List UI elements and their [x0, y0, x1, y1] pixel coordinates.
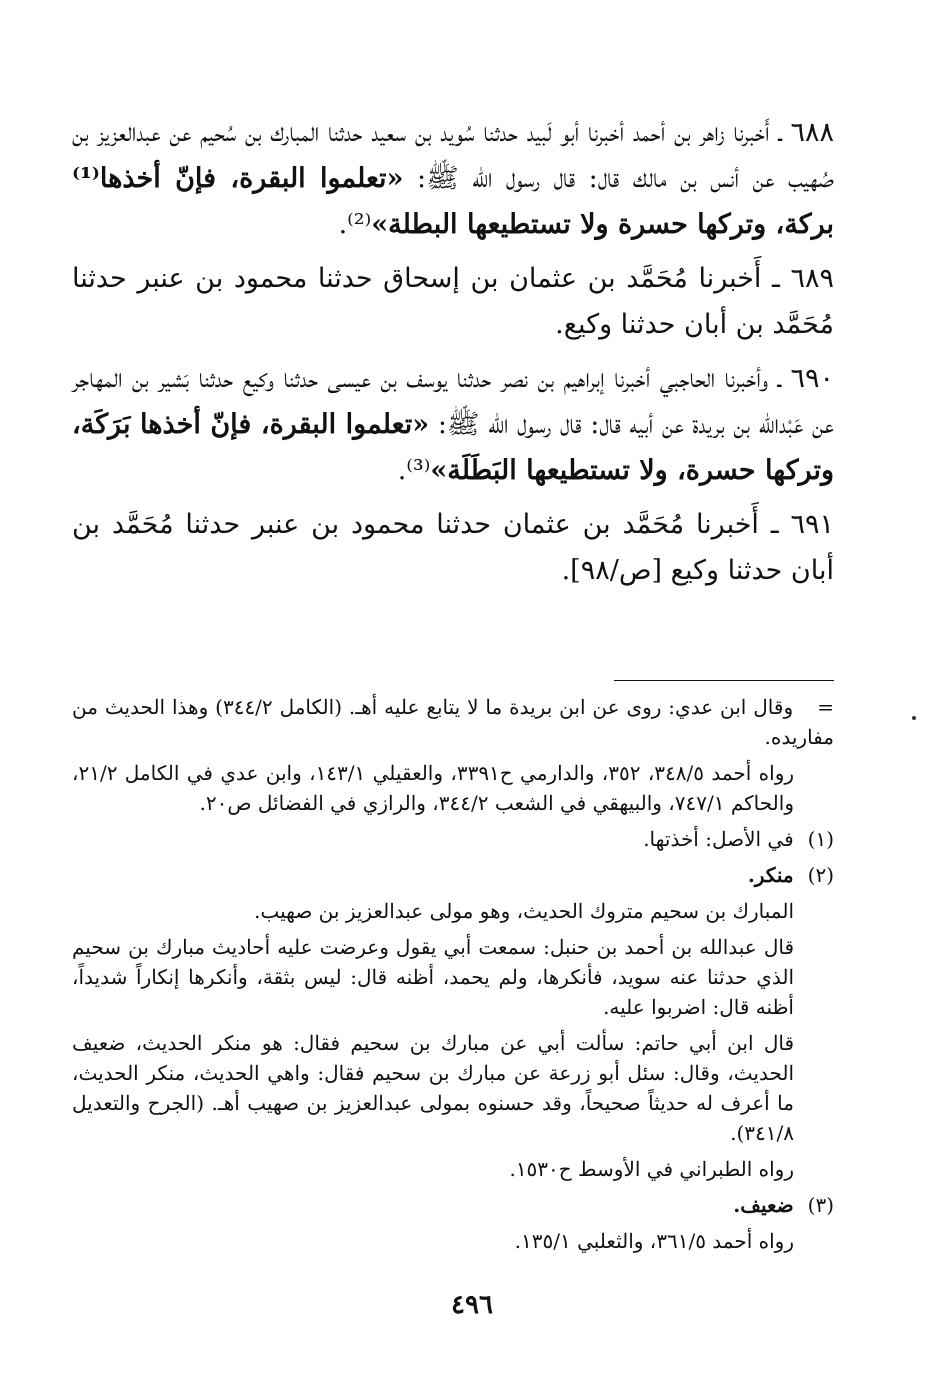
hadith-691: [72, 502, 834, 594]
footnote-divider: [614, 680, 834, 681]
footnote-ref: ⁽²⁾.: [338, 209, 372, 240]
footnote-paragraph: رواه أحمد ٣٦١/٥، والثعلبي ١٣٥/١.: [514, 1229, 794, 1253]
footnote-continuation: [72, 692, 834, 752]
footnote-grade: ضعيف.: [733, 1193, 794, 1217]
hadith-matn: «تعلموا البقرة، فإنّ أخذها⁽¹⁾ بركة، وتركها حسرة ولا تستطيعها البطلة»: [72, 163, 834, 240]
hadith-isnad: ـ أَخبرنا زاهر بن أحمد أخبرنا أبو لَبيد حدثنا سُويد بن سعيد حدثنا المبارك بن سُحيم عن عبدالعزيز بن صُهيب عن أنس بن مالك قال: قال رسول اللّٰه ﷺ:: [72, 117, 834, 194]
main-text: [72, 110, 834, 602]
footnote-paragraph: رواه الطبراني في الأوسط ح١٥٣٠.: [509, 1157, 794, 1181]
hadith-matn: «تعلموا البقرة، فإنّ أخذها بَرَكَة، وتركها حسرة، ولا تستطيعها البَطَلَة»: [72, 409, 834, 486]
footnote-paragraph: قال ابن أبي حاتم: سألت أبي عن مبارك بن سحيم فقال: هو منكر الحديث، ضعيف الحديث، وقال: سئل أبو زرعة عن مبارك بن سحيم فقال: واهي الحديث، منكر الحديث، ما أعرف له حديثاً صحيحاً، وقد حسنوه بمولى عبدالعزيز بن صهيب أهـ. (الجرح والتعديل ٣٤١/٨).: [72, 1031, 794, 1145]
footnote-grade: منكر.: [747, 863, 794, 887]
hadith-isnad: ـ وأخبرنا الحاجبي أخبرنا إبراهيم بن نصر حدثنا يوسف بن عيسى حدثنا وكيع حدثنا بَشير بن المهاجر عن عَبْداللّٰه بن بريدة عن أبيه قال: قال رسول اللّٰه ﷺ:: [72, 363, 834, 440]
footnote-mark: (٣): [807, 1193, 834, 1217]
footnote-paragraph: قال عبدالله بن أحمد بن حنبل: سمعت أبي يقول وعرضت عليه أحاديث مبارك بن سحيم الذي حدثنا عنه سويد، فأنكرها، ولم يحمد، أظنه قال: ليس بثقة، وأنكرها إنكاراً شديداً، أظنه قال: اضربوا عليه.: [72, 935, 795, 1019]
footnote-2: [72, 860, 834, 890]
footnote-paragraph: المبارك بن سحيم متروك الحديث، وهو مولى عبدالعزيز بن صهيب.: [254, 899, 794, 923]
page-number: ٤٩٦: [451, 1290, 493, 1320]
hadith-number: ٦٨٨: [790, 117, 834, 148]
hadith-isnad: ـ أَخبرنا مُحَمَّد بن عثمان بن إسحاق حدثنا محمود بن عنبر حدثنا مُحَمَّد بن أبان حدثنا وكيع.: [72, 263, 834, 340]
hadith-number: ٦٨٩: [790, 263, 834, 294]
hadith-number: ٦٩٠: [790, 363, 834, 394]
footnote-1: [72, 824, 834, 854]
hadith-isnad: ـ أَخبرنا مُحَمَّد بن عثمان حدثنا محمود بن عنبر حدثنا مُحَمَّد بن أبان حدثنا وكيع [ص/٩٨].: [72, 509, 834, 586]
scan-speck: [912, 716, 916, 720]
hadith-number: ٦٩١: [790, 509, 834, 540]
footnote-paragraph: رواه أحمد ٣٤٨/٥، ٣٥٢، والدارمي ح٣٣٩١، والعقيلي ١٤٣/١، وابن عدي في الكامل ٢١/٢، والحاكم ٧٤٧/١، والبيهقي في الشعب ٣٤٤/٢، والرازي في الفضائل ص٢٠.: [72, 761, 795, 815]
hadith-690: [72, 356, 834, 494]
footnote-mark: (٢): [807, 863, 834, 887]
continuation-mark: =: [817, 695, 835, 719]
hadith-688: [72, 110, 834, 248]
footnote-mark: (١): [807, 827, 834, 851]
footnote-ref: ⁽³⁾.: [397, 455, 431, 486]
footnotes: [72, 692, 834, 1262]
hadith-689: [72, 256, 834, 348]
footnote-3: [72, 1190, 834, 1220]
footnote-text: في الأصل: أخذتها.: [643, 827, 794, 851]
footnote-text: وقال ابن عدي: روى عن ابن بريدة ما لا يتابع عليه أهـ. (الكامل ٣٤٤/٢) وهذا الحديث من مفاريده.: [72, 695, 834, 749]
